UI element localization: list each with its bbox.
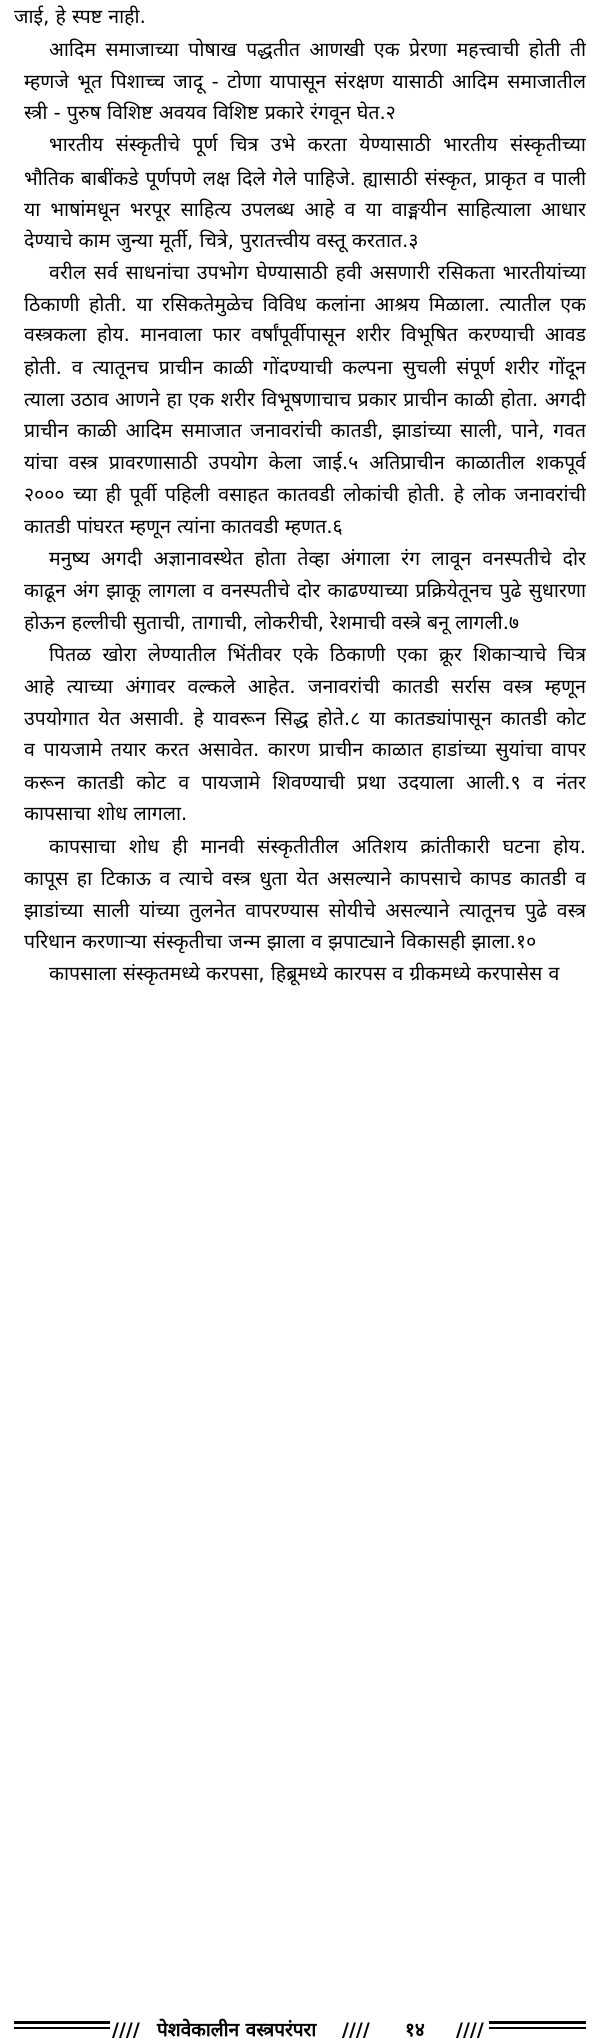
footer-rule-right-top [489,2021,586,2024]
footer-slashes-right: //// [456,2019,484,2041]
text-line: पितळ खोरा लेण्यातील भिंतीवर एके ठिकाणी एका क्रूर शिकाऱ्याचे चित्र [49,643,586,666]
footer-slashes-mid: //// [342,2019,370,2041]
text-line: म्हणजे भूत पिशाच्च जादू - टोणा यापासून संरक्षण यासाठी आदिम समाजातील [24,70,586,93]
text-line: आहे त्याच्या अंगावर वल्कले आहेत. जनावरांची कातडी सर्रास वस्त्र म्हणून [24,675,586,698]
text-line: झाडांच्या साली यांच्या तुलनेत वापरण्यास सोयीचे असल्याने त्यातूनच पुढे वस्त्र [24,899,586,922]
text-line: आदिम समाजाच्या पोषाख पद्धतीत आणखी एक प्रेरणा महत्त्वाची होती ती [49,38,586,61]
text-line: या भाषांमधून भरपूर साहित्य उपलब्ध आहे व या वाङ्मयीन साहित्याला आधार [24,198,586,221]
text-line: वस्त्रकला होय. मानवाला फार वर्षांपूर्वीपासून शरीर विभूषित करण्याची आवड [24,323,586,346]
text-line: काढून अंग झाकू लागला व वनस्पतीचे दोर काढण्याच्या प्रक्रियेतूनच पुढे सुधारणा [24,579,586,602]
text-line: परिधान करणाऱ्या संस्कृतीचा जन्म झाला व झपाट्याने विकासही झाला.१० [24,930,537,953]
text-line: स्त्री - पुरुष विशिष्ट अवयव विशिष्ट प्रकारे रंगवून घेत.२ [24,101,396,124]
text-line: करून कातडी कोट व पायजामे शिवण्याची प्रथा उदयाला आली.९ व नंतर [24,771,586,794]
footer-rule-right-bottom [489,2027,586,2029]
text-line: मनुष्य अगदी अज्ञानावस्थेत होता तेव्हा अंगाला रंग लावून वनस्पतीचे दोर [49,547,586,570]
footer-slashes-left: //// [112,2019,140,2041]
page-footer [0,1003,600,2041]
text-line: व पायजामे तयार करत असावेत. कारण प्राचीन काळात हाडांच्या सुयांचा वापर [24,738,586,761]
text-line: भारतीय संस्कृतीचे पूर्ण चित्र उभे करता येण्यासाठी भारतीय संस्कृतीच्या [49,133,586,156]
page-number: १४ [405,2019,425,2041]
text-line: यांचा वस्त्र प्रावरणासाठी उपयोग केला जाई.५ अतिप्राचीन काळातील शकपूर्व [24,451,586,474]
text-line: कातडी पांघरत म्हणून त्यांना कातवडी म्हणत.६ [24,515,343,538]
text-line: भौतिक बाबींकडे पूर्णपणे लक्ष दिले गेले पाहिजे. ह्यासाठी संस्कृत, प्राकृत व पाली [24,167,586,190]
text-line: ठिकाणी होती. या रसिकतेमुळेच विविध कलांना आश्रय मिळाला. त्यातील एक [24,293,586,316]
text-line: २००० च्या ही पूर्वी पहिली वसाहत कातवडी लोकांची होती. हे लोक जनावरांची [24,483,586,506]
text-line: होती. व त्यातूनच प्राचीन काळी गोंदण्याची कल्पना सुचली संपूर्ण शरीर गोंदून [24,356,586,379]
text-line: कापसाला संस्कृतमध्ये करपसा, हिब्रूमध्ये कारपस व ग्रीकमध्ये करपासेस व [49,962,560,985]
text-line: देण्याचे काम जुन्या मूर्ती, चित्रे, पुरातत्त्वीय वस्तू करतात.३ [24,229,419,252]
text-line: जाई, हे स्पष्ट नाही. [14,5,146,28]
text-line: होऊन हल्लीची सुताची, तागाची, लोकरीची, रेशमाची वस्त्रे बनू लागली.७ [24,611,520,634]
footer-rule-left-top [14,2021,110,2024]
text-line: त्याला उठाव आणने हा एक शरीर विभूषणाचाच प्रकार प्राचीन काळी होता. अगदी [24,388,586,411]
footer-rule-left-bottom [14,2027,110,2029]
text-line: कापसाचा शोध लागला. [24,802,188,825]
text-line: कापूस हा टिकाऊ व त्याचे वस्त्र धुता येत असल्याने कापसाचे कापड कातडी व [24,867,586,890]
text-line: उपयोगात येत असावी. हे यावरून सिद्ध होते.८ या कातड्यांपासून कातडी कोट [24,707,586,730]
text-line: वरील सर्व साधनांचा उपभोग घेण्यासाठी हवी असणारी रसिकता भारतीयांच्या [49,261,586,284]
text-line: प्राचीन काळी आदिम समाजात जनावरांची कातडी, झाडांच्या साली, पाने, गवत [24,419,586,442]
running-title: पेशवेकालीन वस्त्रपरंपरा [157,2019,317,2041]
text-line: कापसाचा शोध ही मानवी संस्कृतीतील अतिशय क्रांतीकारी घटना होय. [49,835,586,858]
